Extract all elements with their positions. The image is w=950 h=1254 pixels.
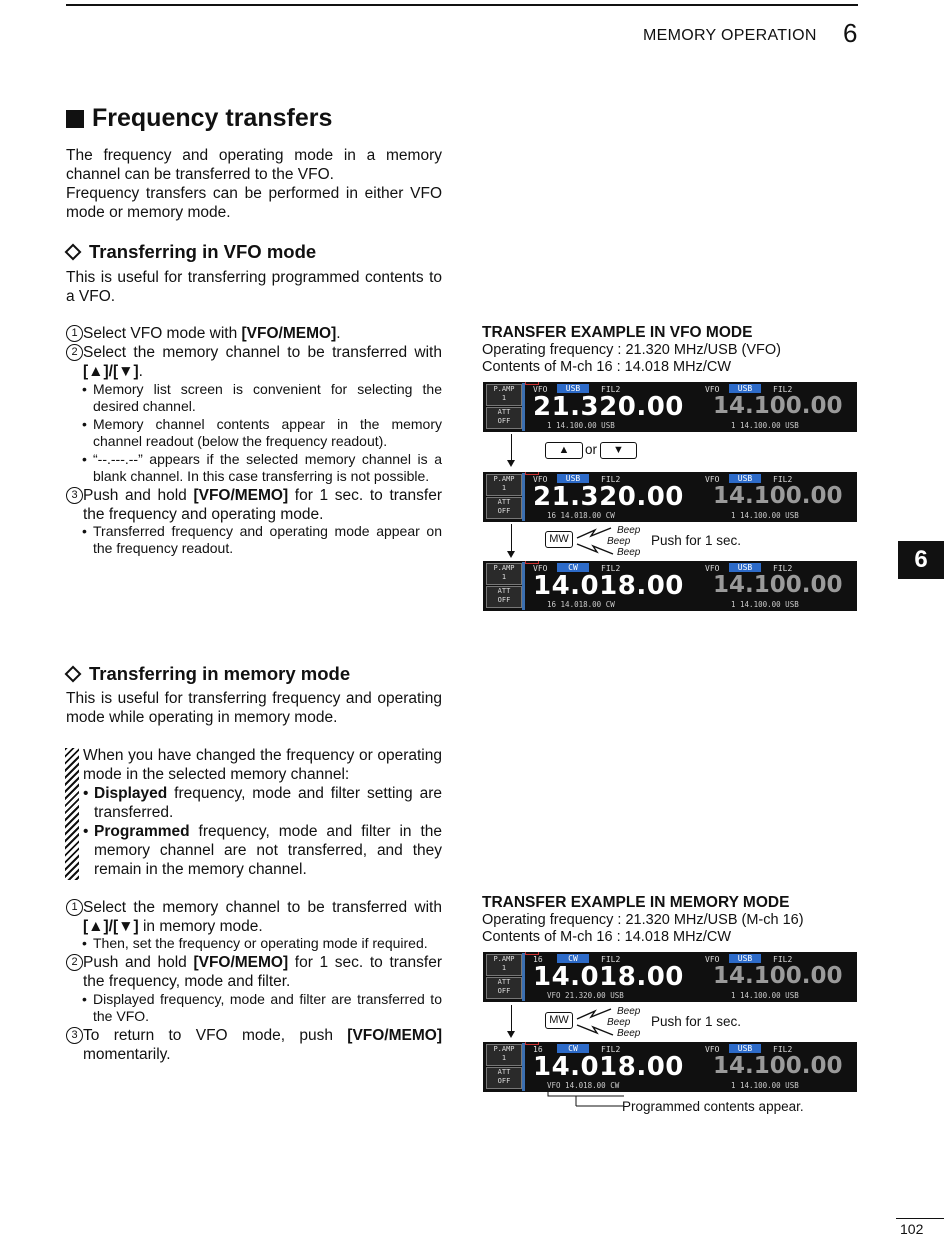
lcd-main-memory-readout: 16 14.018.00 CW: [547, 511, 615, 520]
att-button[interactable]: ATT OFF: [486, 586, 522, 608]
lcd-sub-label: VFO: [705, 1045, 720, 1054]
lcd-sub-label: VFO: [705, 475, 720, 484]
beep-label: Beep: [617, 525, 641, 536]
flow-arrow: [511, 524, 512, 554]
lcd-sub-mode: USB: [729, 384, 761, 393]
chapter-title: MEMORY OPERATION: [643, 27, 817, 44]
lcd-main-mode: CW: [557, 954, 589, 963]
lcd-sub-filter: FIL2: [773, 1045, 793, 1054]
lcd-main-memory-readout: VFO 21.320.00 USB: [547, 991, 624, 1000]
lcd-main-filter: FIL2: [601, 955, 621, 964]
lcd-display: [483, 382, 857, 432]
chapter-number: 6: [843, 18, 858, 48]
pamp-button[interactable]: P.AMP 1: [486, 384, 522, 406]
lcd-main-label: 16: [533, 1045, 543, 1054]
vfo-step-1: 1 Select VFO mode with [VFO/MEMO].: [66, 324, 442, 343]
mw-key-button[interactable]: MW: [545, 1012, 573, 1029]
lcd-main-frequency: 14.018.00: [533, 571, 684, 601]
beep-label: Beep: [617, 547, 641, 558]
lcd-main-mode: CW: [557, 1044, 589, 1053]
up-key-button[interactable]: ▲: [545, 442, 583, 459]
lcd-sub-memory-readout: 1 14.100.00 USB: [731, 600, 799, 609]
note-hatch-marker: [65, 748, 79, 880]
lcd-sub-frequency: 14.100.00: [713, 963, 843, 989]
lcd-sub-frequency: 14.100.00: [713, 393, 843, 419]
lcd-sub-mode: USB: [729, 1044, 761, 1053]
intro-paragraph-2: Frequency transfers can be performed in either VFO mode or memory mode.: [66, 185, 442, 221]
lcd-main-mode: CW: [557, 563, 589, 572]
memory-mode-intro: This is useful for transferring frequency and operating mode while operating in memory mode.: [66, 690, 442, 726]
diamond-icon: [65, 244, 82, 261]
lcd-main-frequency: 14.018.00: [533, 962, 684, 992]
lcd-main-frequency: 21.320.00: [533, 482, 684, 512]
lcd-display: [483, 952, 857, 1002]
lcd-sub-mode: USB: [729, 954, 761, 963]
caption-bracket: [544, 1090, 624, 1110]
memory-example-title: TRANSFER EXAMPLE IN MEMORY MODE: [482, 894, 790, 911]
vfo-step-2-bullet: • Memory list screen is convenient for selecting the desired channel.: [82, 381, 442, 414]
beep-label: Beep: [607, 1017, 631, 1028]
lcd-separator: [522, 1043, 525, 1091]
lcd-sub-filter: FIL2: [773, 475, 793, 484]
lcd-sub-label: VFO: [705, 385, 720, 394]
memory-mode-heading: Transferring in memory mode: [64, 663, 350, 685]
vfo-step-3: 3 Push and hold [VFO/MEMO] for 1 sec. to transfer the frequency and operating mode.: [66, 486, 442, 524]
lcd-main-mode: USB: [557, 384, 589, 393]
arrow-down-icon: [507, 1031, 515, 1038]
down-key-button[interactable]: ▼: [600, 442, 637, 459]
lcd-main-filter: FIL2: [601, 475, 621, 484]
push-instruction: Push for 1 sec.: [651, 533, 742, 548]
lcd-main-filter: FIL2: [601, 385, 621, 394]
vfo-step-3-bullet: • Transferred frequency and operating mode appear on the frequency readout.: [82, 523, 442, 556]
att-button[interactable]: ATT OFF: [486, 977, 522, 999]
lcd-main-memory-readout: VFO 14.018.00 CW: [547, 1081, 620, 1090]
chapter-side-tab: 6: [898, 541, 944, 579]
push-instruction: Push for 1 sec.: [651, 1014, 742, 1029]
beep-label: Beep: [617, 1006, 641, 1017]
note-bullet-1: • Displayed frequency, mode and filter setting are transferred.: [83, 785, 442, 821]
lcd-sub-mode: USB: [729, 563, 761, 572]
vfo-example-contents: Contents of M-ch 16 : 14.018 MHz/CW: [482, 359, 732, 375]
or-label: or: [585, 442, 598, 457]
lcd-display: [483, 472, 857, 522]
lcd-sub-label: VFO: [705, 955, 720, 964]
lcd-main-memory-readout: 1 14.100.00 USB: [547, 421, 615, 430]
lcd-display: [483, 1042, 857, 1092]
beep-label: Beep: [607, 536, 631, 547]
pamp-button[interactable]: P.AMP 1: [486, 954, 522, 976]
intro-paragraph-1: The frequency and operating mode in a memory channel can be transferred to the VFO.: [66, 147, 442, 183]
top-rule: [66, 4, 858, 6]
lcd-sub-memory-readout: 1 14.100.00 USB: [731, 991, 799, 1000]
vfo-step-2: 2 Select the memory channel to be transferred with [▲]/[▼].: [66, 343, 442, 381]
lcd-main-filter: FIL2: [601, 1045, 621, 1054]
note-bullet-2: • Programmed frequency, mode and filter in the memory channel are not transferred, and they remain in the memory channel.: [83, 823, 442, 878]
vfo-mode-heading: Transferring in VFO mode: [64, 241, 316, 263]
lcd-display: [483, 561, 857, 611]
att-button[interactable]: ATT OFF: [486, 407, 522, 429]
page-rule: [896, 1218, 944, 1219]
vfo-example-title: TRANSFER EXAMPLE IN VFO MODE: [482, 324, 753, 341]
pamp-button[interactable]: P.AMP 1: [486, 1044, 522, 1066]
lcd-sub-filter: FIL2: [773, 564, 793, 573]
lcd-sub-mode: USB: [729, 474, 761, 483]
arrow-down-icon: [507, 551, 515, 558]
vfo-step-2-bullet: • “--.---.--” appears if the selected memory channel is a blank channel. In this case transferring is not possible.: [82, 451, 442, 484]
lcd-sub-filter: FIL2: [773, 385, 793, 394]
memory-step-1: 1 Select the memory channel to be transferred with [▲]/[▼] in memory mode.: [66, 898, 442, 936]
lcd-sub-memory-readout: 1 14.100.00 USB: [731, 421, 799, 430]
memory-step-1-bullet: • Then, set the frequency or operating mode if required.: [82, 935, 428, 951]
lcd-separator: [522, 473, 525, 521]
lcd-sub-frequency: 14.100.00: [713, 1053, 843, 1079]
lcd-main-filter: FIL2: [601, 564, 621, 573]
lcd-main-label: VFO: [533, 564, 548, 573]
arrow-down-icon: [507, 460, 515, 467]
vfo-step-2-bullet: • Memory channel contents appear in the memory channel readout (below the frequency readout).: [82, 416, 442, 449]
lcd-main-memory-readout: 16 14.018.00 CW: [547, 600, 615, 609]
vfo-example-operating: Operating frequency : 21.320 MHz/USB (VFO): [482, 342, 781, 358]
lcd-sub-frequency: 14.100.00: [713, 483, 843, 509]
lcd-sub-memory-readout: 1 14.100.00 USB: [731, 1081, 799, 1090]
programmed-caption: Programmed contents appear.: [622, 1099, 804, 1114]
lcd-main-label: VFO: [533, 475, 548, 484]
note-intro: When you have changed the frequency or operating mode in the selected memory channel:: [83, 747, 442, 783]
lcd-sub-filter: FIL2: [773, 955, 793, 964]
pamp-button[interactable]: P.AMP 1: [486, 563, 522, 585]
lcd-sub-memory-readout: 1 14.100.00 USB: [731, 511, 799, 520]
lcd-main-mode: USB: [557, 474, 589, 483]
lcd-main-label: VFO: [533, 385, 548, 394]
lcd-sub-label: VFO: [705, 564, 720, 573]
lcd-main-frequency: 21.320.00: [533, 392, 684, 422]
mw-key-button[interactable]: MW: [545, 531, 573, 548]
diamond-icon: [65, 666, 82, 683]
square-bullet-icon: [66, 110, 84, 128]
lcd-separator: [522, 953, 525, 1001]
vfo-mode-intro: This is useful for transferring programmed contents to a VFO.: [66, 269, 442, 305]
lcd-main-frequency: 14.018.00: [533, 1052, 684, 1082]
lcd-sub-frequency: 14.100.00: [713, 572, 843, 598]
memory-example-contents: Contents of M-ch 16 : 14.018 MHz/CW: [482, 929, 732, 945]
lcd-separator: [522, 383, 525, 431]
pamp-button[interactable]: P.AMP 1: [486, 474, 522, 496]
lcd-separator: [522, 562, 525, 610]
memory-step-2-bullet: • Displayed frequency, mode and filter are transferred to the VFO.: [82, 991, 442, 1024]
memory-step-2: 2 Push and hold [VFO/MEMO] for 1 sec. to transfer the frequency, mode and filter.: [66, 953, 442, 991]
memory-example-operating: Operating frequency : 21.320 MHz/USB (M-ch 16): [482, 912, 804, 928]
lcd-main-label: 16: [533, 955, 543, 964]
beep-label: Beep: [617, 1028, 641, 1039]
page-number: 102: [900, 1221, 924, 1237]
att-button[interactable]: ATT OFF: [486, 497, 522, 519]
att-button[interactable]: ATT OFF: [486, 1067, 522, 1089]
section-title: Frequency transfers: [66, 104, 332, 133]
memory-step-3: 3 To return to VFO mode, push [VFO/MEMO] momentarily.: [66, 1026, 442, 1064]
